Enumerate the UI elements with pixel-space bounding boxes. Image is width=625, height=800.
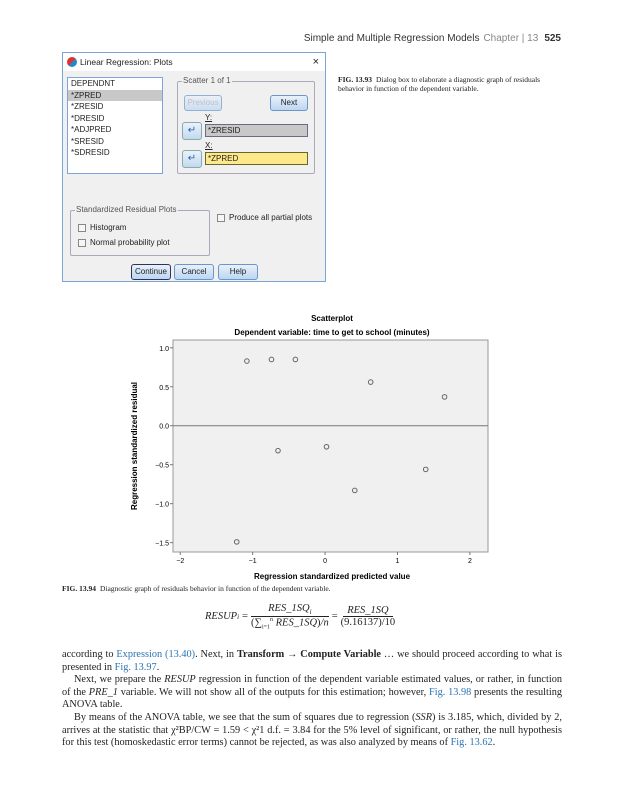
paragraph [62, 712, 562, 750]
text: By means of the ANOVA table, we see that the sum of squares due to regression ( [74, 711, 416, 723]
x-tick-label: 1 [395, 558, 400, 565]
help-button[interactable]: Help [218, 264, 258, 280]
text: . [156, 661, 160, 673]
running-header [304, 33, 561, 44]
caption-label: FIG. 13.93 [338, 75, 372, 84]
y-tick-label: 0.5 [159, 384, 169, 392]
figure-13-93-caption [338, 75, 563, 93]
figure-link[interactable]: Fig. 13.62 [450, 737, 493, 749]
x-tick-label: 2 [467, 558, 472, 565]
variable-item[interactable]: *SRESID [71, 136, 104, 146]
y-tick-label: 0.0 [159, 423, 169, 431]
chart-title: Scatterplot [311, 314, 353, 323]
figure-link[interactable]: Fig. 13.97 [114, 661, 157, 673]
normal-plot-label: Normal probability plot [90, 238, 170, 247]
sum-lower: i=1 [261, 624, 270, 631]
previous-button[interactable]: Previous [184, 95, 222, 111]
text: ) is 3.185, which, divided by 2, arrives at the statistic that χ²BP/CW = 1.59 < χ²1 d.f. = 3.84 for the 5% level of significant, or rather, the null hypothesis for this test (homoskedastic error terms) cannot be rejected, as was also analyzed by means of [62, 711, 562, 749]
header-title: Simple and Multiple Regression Models [303, 33, 480, 44]
sum-upper: n [270, 617, 273, 624]
x-tick-label: −2 [176, 558, 185, 565]
spss-app-icon [67, 57, 77, 67]
text: . [492, 737, 496, 749]
text: . Next, in [195, 649, 237, 660]
partial-plots-label: Produce all partial plots [229, 213, 313, 222]
variable-item[interactable]: *ADJPRED [71, 125, 112, 134]
expression-link[interactable]: Expression (13.40) [116, 649, 196, 660]
dialog-title: Linear Regression: Plots [80, 57, 173, 67]
page-number: 525 [544, 33, 561, 44]
text: according to [62, 649, 117, 660]
text: regression in function of the dependent variable estimated values, or rather, in function of the [62, 674, 562, 698]
plot-area [173, 340, 488, 552]
x-field[interactable]: *ZPRED [205, 152, 308, 165]
scatter-label: Scatter 1 of 1 [183, 76, 231, 85]
text: PRE_1 [88, 686, 118, 698]
paragraph [62, 649, 562, 674]
x-tick-label: 0 [323, 558, 328, 565]
move-to-x-arrow-icon[interactable]: ↵ [182, 150, 202, 168]
text: Next, we prepare the [74, 674, 165, 686]
text: … we should proceed according to what is presented in [62, 649, 562, 673]
y-tick-label: 1.0 [159, 345, 169, 353]
figure-link[interactable]: Fig. 13.98 [428, 686, 472, 698]
cancel-button[interactable]: Cancel [174, 264, 214, 280]
variable-item[interactable]: *SDRESID [71, 148, 110, 157]
chart-subtitle: Dependent variable: time to get to school (minutes) [234, 328, 430, 337]
y-label: Y: [205, 113, 213, 122]
header-chapter: Chapter | 13 [483, 33, 539, 44]
variable-list[interactable] [67, 77, 163, 174]
variable-item[interactable]: *DRESID [71, 113, 105, 123]
resup-formula: RESUP i = $RES\_1SQ_i$ ($\sum_{i=1}^n$ RES_1SQ)/n = RES_1SQ (9.16137)/10 [205, 603, 396, 631]
y-tick-label: −1.5 [155, 540, 169, 548]
std-group-label: Standardized Residual Plots [76, 205, 177, 214]
text: RESUP [164, 674, 196, 686]
dialog-titlebar [63, 53, 325, 71]
standardized-residual-plots-group [70, 205, 210, 256]
checkbox-icon [217, 214, 225, 222]
variable-item[interactable]: *ZRESID [71, 102, 104, 111]
x-axis-label: Regression standardized predicted value [253, 572, 411, 581]
move-to-y-arrow-icon[interactable]: ↵ [182, 122, 202, 140]
histogram-label: Histogram [90, 223, 127, 232]
formula-lhs: RESUP [205, 611, 238, 623]
figure-13-94-caption [62, 584, 331, 593]
x-tick-label: −1 [248, 558, 257, 565]
caption-text: Diagnostic graph of residuals behavior in function of the dependent variable. [99, 584, 331, 593]
body-text [62, 649, 562, 750]
y-axis-label: Regression standardized residual [130, 381, 139, 511]
formula-rhs-denominator: (9.16137)/10 [340, 617, 396, 629]
text: SSR [415, 711, 432, 723]
x-label: X: [205, 141, 213, 150]
formula-rhs-numerator: RES_1SQ [343, 605, 392, 617]
formula-den-n: /n [320, 617, 329, 629]
variable-item[interactable]: DEPENDNT [71, 79, 116, 88]
formula-numsub: i [309, 608, 312, 617]
checkbox-icon [78, 224, 86, 232]
formula-numerator: RES_1SQ [268, 603, 310, 614]
checkbox-icon [78, 239, 86, 247]
y-tick-label: −0.5 [155, 462, 169, 470]
close-icon[interactable]: × [312, 56, 319, 68]
paragraph [62, 674, 562, 712]
linear-regression-plots-dialog [62, 52, 326, 282]
menu-path: Transform → Compute Variable [236, 649, 381, 660]
variable-item[interactable]: *ZPRED [68, 90, 162, 102]
partial-plots-checkbox[interactable] [217, 213, 312, 222]
caption-label: FIG. 13.94 [62, 584, 96, 593]
continue-button[interactable]: Continue [131, 264, 171, 280]
scatter-group [177, 76, 315, 174]
scatterplot [110, 305, 510, 585]
text: variable. We will not show all of the outputs for this estimation; however, [117, 686, 429, 698]
normal-probability-checkbox[interactable] [78, 238, 170, 247]
formula-den-mid: RES_1SQ [275, 617, 318, 629]
caption-text: Dialog box to elaborate a diagnostic graph of residuals behavior in function of the dependent variable. [338, 75, 541, 93]
y-field[interactable]: *ZRESID [205, 124, 308, 137]
text: presents the resulting ANOVA table. [62, 686, 562, 711]
y-tick-label: −1.0 [155, 501, 169, 509]
next-button[interactable]: Next [270, 95, 308, 111]
histogram-checkbox[interactable] [78, 223, 126, 232]
formula-sub: i [237, 612, 240, 621]
